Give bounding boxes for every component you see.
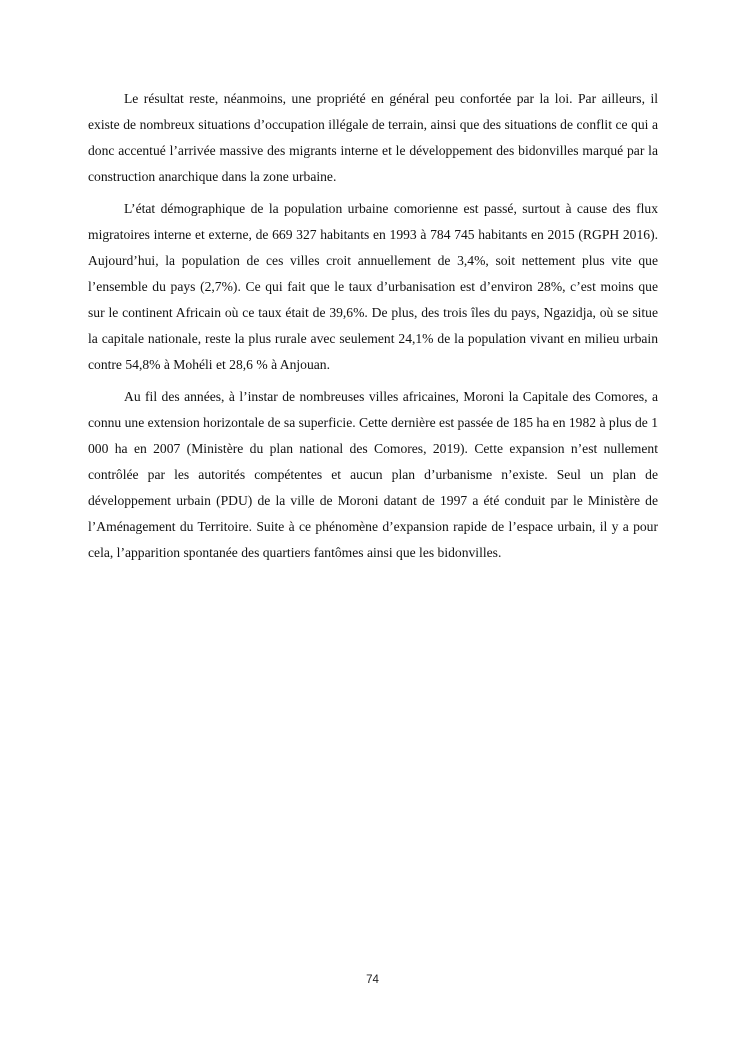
paragraph-2: L’état démographique de la population urbaine comorienne est passé, surtout à cause des flux migratoires interne et externe, de 669 327 habitants en 1993 à 784 745 habitants en 2015 (RGPH 2016). Aujourd’hui, la population de ces villes croit annuellement de 3,4%, soit nettement plus vite que l’ensemble du pays (2,7%). Ce qui fait que le taux d’urbanisation est d’environ 28%, c’est moins que sur le continent Africain où ce taux était de 39,6%. De plus, des trois îles du pays, Ngazidja, où se situe la capitale nationale, reste la plus rurale avec seulement 24,1% de la population vivant en milieu urbain contre 54,8% à Mohéli et 28,6 % à Anjouan. xyxy=(88,201,658,372)
paragraph-3: Au fil des années, à l’instar de nombreuses villes africaines, Moroni la Capitale des Comores, a connu une extension horizontale de sa superficie. Cette dernière est passée de 185 ha en 1982 à plus de 1 000 ha en 2007 (Ministère du plan national des Comores, 2019). Cette expansion n’est nullement contrôlée par les autorités compétentes et aucun plan d’urbanisme n’existe. Seul un plan de développement urbain (PDU) de la ville de Moroni datant de 1997 a été conduit par le Ministère de l’Aménagement du Territoire. Suite à ce phénomène d’expansion rapide de l’espace urbain, il y a pour cela, l’apparition spontanée des quartiers fantômes ainsi que les bidonvilles. xyxy=(88,389,658,560)
page-number: 74 xyxy=(366,974,379,986)
paragraph-1: Le résultat reste, néanmoins, une propriété en général peu confortée par la loi. Par ailleurs, il existe de nombreux situations d’occupation illégale de terrain, ainsi que des situations de conflit ce qui a donc accentué l’arrivée massive des migrants interne et le développement des bidonvilles marqué par la construction anarchique dans la zone urbaine. xyxy=(88,91,658,184)
body-text xyxy=(88,86,658,572)
